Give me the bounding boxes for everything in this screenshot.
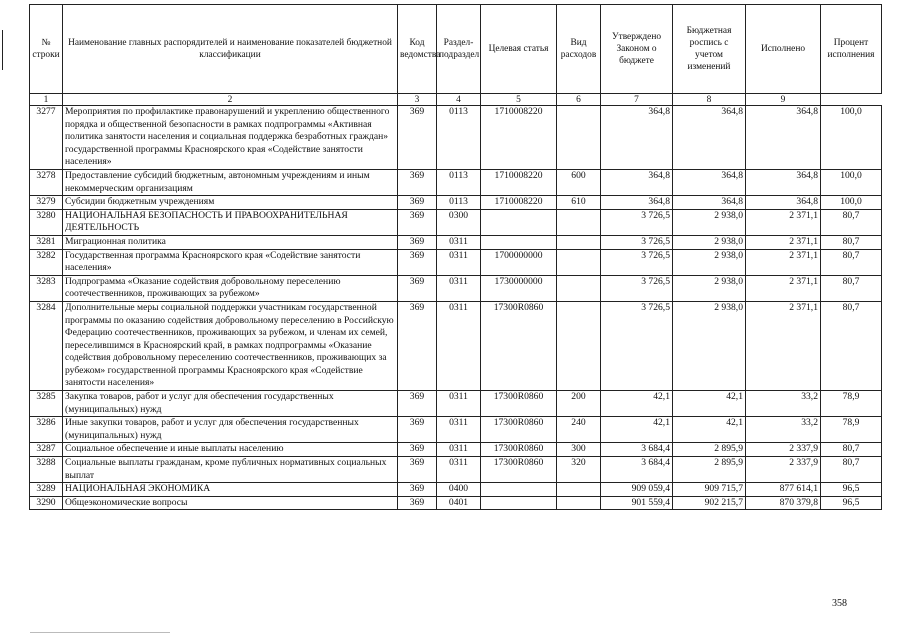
executed-amount: 2 337,9 [746, 457, 821, 483]
header-percent: Процент исполнения [821, 5, 882, 94]
table-row [30, 417, 882, 443]
row-name: Подпрограмма «Оказание содействия добровольному переселению соотечественников, проживающих за рубежом» [63, 275, 398, 301]
execution-percent: 80,7 [821, 275, 882, 301]
execution-percent: 80,7 [821, 443, 882, 457]
column-number: 8 [673, 94, 746, 106]
execution-percent: 80,7 [821, 209, 882, 235]
section-code: 0113 [437, 106, 481, 170]
header-approved: Утверждено Законом о бюджете [601, 5, 673, 94]
budget-amount: 2 938,0 [673, 275, 746, 301]
approved-amount: 364,8 [601, 106, 673, 170]
row-number: 3277 [30, 106, 63, 170]
row-name: НАЦИОНАЛЬНАЯ БЕЗОПАСНОСТЬ И ПРАВООХРАНИТЕЛЬНАЯ ДЕЯТЕЛЬНОСТЬ [63, 209, 398, 235]
table-header-row [30, 5, 882, 94]
table-row [30, 249, 882, 275]
executed-amount: 2 371,1 [746, 209, 821, 235]
budget-amount: 364,8 [673, 169, 746, 195]
row-name: Государственная программа Красноярского края «Содействие занятости населения» [63, 249, 398, 275]
section-code: 0311 [437, 457, 481, 483]
budget-amount: 2 895,9 [673, 457, 746, 483]
approved-amount: 42,1 [601, 391, 673, 417]
row-number: 3287 [30, 443, 63, 457]
row-name: НАЦИОНАЛЬНАЯ ЭКОНОМИКА [63, 483, 398, 497]
executed-amount: 870 379,8 [746, 496, 821, 510]
approved-amount: 3 684,4 [601, 443, 673, 457]
budget-amount: 364,8 [673, 196, 746, 210]
executed-amount: 2 371,1 [746, 249, 821, 275]
header-executed: Исполнено [746, 5, 821, 94]
row-name: Субсидии бюджетным учреждениям [63, 196, 398, 210]
section-code: 0311 [437, 249, 481, 275]
row-name: Предоставление субсидий бюджетным, автономным учреждениям и иным некоммерческим организациям [63, 169, 398, 195]
row-number: 3285 [30, 391, 63, 417]
column-number: 1 [30, 94, 63, 106]
approved-amount: 3 726,5 [601, 235, 673, 249]
executed-amount: 364,8 [746, 196, 821, 210]
header-section: Раздел-подраздел [437, 5, 481, 94]
approved-amount: 3 726,5 [601, 275, 673, 301]
scan-artifact-line [30, 632, 170, 633]
row-number: 3281 [30, 235, 63, 249]
expense-type: 240 [557, 417, 601, 443]
execution-percent: 80,7 [821, 235, 882, 249]
table-row [30, 106, 882, 170]
execution-percent: 96,5 [821, 496, 882, 510]
department-code: 369 [398, 391, 437, 417]
execution-percent: 78,9 [821, 417, 882, 443]
budget-amount: 902 215,7 [673, 496, 746, 510]
department-code: 369 [398, 209, 437, 235]
header-target-item: Целевая статья [481, 5, 557, 94]
column-number: 7 [601, 94, 673, 106]
approved-amount: 42,1 [601, 417, 673, 443]
target-item [481, 209, 557, 235]
table-row [30, 391, 882, 417]
budget-amount: 2 938,0 [673, 235, 746, 249]
execution-percent: 100,0 [821, 106, 882, 170]
row-name: Иные закупки товаров, работ и услуг для обеспечения государственных (муниципальных) нужд [63, 417, 398, 443]
approved-amount: 3 726,5 [601, 301, 673, 390]
header-row-number: № строки [30, 5, 63, 94]
executed-amount: 33,2 [746, 391, 821, 417]
executed-amount: 2 337,9 [746, 443, 821, 457]
row-number: 3284 [30, 301, 63, 390]
table-row [30, 209, 882, 235]
budget-amount: 2 895,9 [673, 443, 746, 457]
row-number: 3279 [30, 196, 63, 210]
target-item: 1710008220 [481, 196, 557, 210]
approved-amount: 3 684,4 [601, 457, 673, 483]
page-number: 358 [832, 598, 847, 609]
budget-amount: 909 715,7 [673, 483, 746, 497]
section-code: 0400 [437, 483, 481, 497]
row-number: 3283 [30, 275, 63, 301]
table-row [30, 443, 882, 457]
expense-type [557, 249, 601, 275]
row-number: 3288 [30, 457, 63, 483]
table-row [30, 169, 882, 195]
column-number: 5 [481, 94, 557, 106]
section-code: 0311 [437, 443, 481, 457]
executed-amount: 2 371,1 [746, 275, 821, 301]
department-code: 369 [398, 443, 437, 457]
target-item: 17300R0860 [481, 457, 557, 483]
expense-type: 320 [557, 457, 601, 483]
target-item: 17300R0860 [481, 443, 557, 457]
header-expense-type: Вид расходов [557, 5, 601, 94]
budget-amount: 42,1 [673, 391, 746, 417]
expense-type: 610 [557, 196, 601, 210]
expense-type: 600 [557, 169, 601, 195]
executed-amount: 2 371,1 [746, 301, 821, 390]
budget-execution-table [29, 4, 882, 510]
header-department-code: Код ведомства [398, 5, 437, 94]
executed-amount: 877 614,1 [746, 483, 821, 497]
execution-percent: 78,9 [821, 391, 882, 417]
execution-percent: 80,7 [821, 457, 882, 483]
column-number: 2 [63, 94, 398, 106]
target-item [481, 496, 557, 510]
executed-amount: 2 371,1 [746, 235, 821, 249]
scan-margin-line [2, 30, 3, 70]
column-number: 9 [746, 94, 821, 106]
row-name: Общеэкономические вопросы [63, 496, 398, 510]
target-item: 17300R0860 [481, 417, 557, 443]
row-name: Закупка товаров, работ и услуг для обеспечения государственных (муниципальных) нужд [63, 391, 398, 417]
header-name: Наименование главных распорядителей и наименование показателей бюджетной классификации [63, 5, 398, 94]
section-code: 0113 [437, 169, 481, 195]
execution-percent: 96,5 [821, 483, 882, 497]
table-row [30, 457, 882, 483]
budget-amount: 2 938,0 [673, 209, 746, 235]
approved-amount: 901 559,4 [601, 496, 673, 510]
execution-percent: 80,7 [821, 301, 882, 390]
row-number: 3286 [30, 417, 63, 443]
department-code: 369 [398, 106, 437, 170]
department-code: 369 [398, 249, 437, 275]
section-code: 0311 [437, 301, 481, 390]
approved-amount: 909 059,4 [601, 483, 673, 497]
expense-type [557, 275, 601, 301]
expense-type [557, 209, 601, 235]
approved-amount: 3 726,5 [601, 249, 673, 275]
table-row [30, 496, 882, 510]
execution-percent: 100,0 [821, 196, 882, 210]
budget-amount: 42,1 [673, 417, 746, 443]
expense-type [557, 235, 601, 249]
department-code: 369 [398, 169, 437, 195]
department-code: 369 [398, 457, 437, 483]
target-item [481, 235, 557, 249]
department-code: 369 [398, 417, 437, 443]
row-name: Дополнительные меры социальной поддержки участникам государственной программы по оказанию содействия добровольному переселению в Российскую Федерацию соотечественников, проживающих за рубежом, и членам их семей, переселившимся в Красноярский край, в рамках подпрограммы «Оказание содействия добровольному переселению соотечественников, проживающих за рубежом» государственной программы Красноярского края «Содействие занятости населения» [63, 301, 398, 390]
expense-type: 300 [557, 443, 601, 457]
column-number: 6 [557, 94, 601, 106]
header-budget-schedule: Бюджетная роспись с учетом изменений [673, 5, 746, 94]
row-name: Социальное обеспечение и иные выплаты населению [63, 443, 398, 457]
budget-amount: 2 938,0 [673, 301, 746, 390]
section-code: 0113 [437, 196, 481, 210]
approved-amount: 364,8 [601, 169, 673, 195]
target-item: 17300R0860 [481, 391, 557, 417]
department-code: 369 [398, 196, 437, 210]
section-code: 0311 [437, 391, 481, 417]
department-code: 369 [398, 275, 437, 301]
table-row [30, 275, 882, 301]
row-name: Миграционная политика [63, 235, 398, 249]
executed-amount: 364,8 [746, 106, 821, 170]
table-row [30, 301, 882, 390]
expense-type [557, 496, 601, 510]
table-row [30, 483, 882, 497]
table-row [30, 235, 882, 249]
target-item: 1700000000 [481, 249, 557, 275]
approved-amount: 3 726,5 [601, 209, 673, 235]
target-item: 1730000000 [481, 275, 557, 301]
target-item: 17300R0860 [481, 301, 557, 390]
row-number: 3280 [30, 209, 63, 235]
executed-amount: 33,2 [746, 417, 821, 443]
target-item [481, 483, 557, 497]
execution-percent: 100,0 [821, 169, 882, 195]
budget-amount: 364,8 [673, 106, 746, 170]
department-code: 369 [398, 235, 437, 249]
row-name: Мероприятия по профилактике правонарушений и укреплению общественного порядка и общественной безопасности в рамках подпрограммы «Активная политика занятости населения и социальная поддержка безработных граждан» государственной программы Красноярского края «Содействие занятости населения» [63, 106, 398, 170]
section-code: 0311 [437, 275, 481, 301]
department-code: 369 [398, 301, 437, 390]
expense-type: 200 [557, 391, 601, 417]
row-number: 3290 [30, 496, 63, 510]
row-number: 3282 [30, 249, 63, 275]
budget-amount: 2 938,0 [673, 249, 746, 275]
row-name: Социальные выплаты гражданам, кроме публичных нормативных социальных выплат [63, 457, 398, 483]
section-code: 0300 [437, 209, 481, 235]
target-item: 1710008220 [481, 106, 557, 170]
column-number: 3 [398, 94, 437, 106]
execution-percent: 80,7 [821, 249, 882, 275]
row-number: 3289 [30, 483, 63, 497]
section-code: 0311 [437, 235, 481, 249]
table-row [30, 196, 882, 210]
table-body [30, 106, 882, 510]
approved-amount: 364,8 [601, 196, 673, 210]
department-code: 369 [398, 496, 437, 510]
section-code: 0311 [437, 417, 481, 443]
expense-type [557, 301, 601, 390]
executed-amount: 364,8 [746, 169, 821, 195]
expense-type [557, 106, 601, 170]
row-number: 3278 [30, 169, 63, 195]
expense-type [557, 483, 601, 497]
section-code: 0401 [437, 496, 481, 510]
department-code: 369 [398, 483, 437, 497]
target-item: 1710008220 [481, 169, 557, 195]
column-number-row [30, 94, 882, 106]
column-number: 4 [437, 94, 481, 106]
